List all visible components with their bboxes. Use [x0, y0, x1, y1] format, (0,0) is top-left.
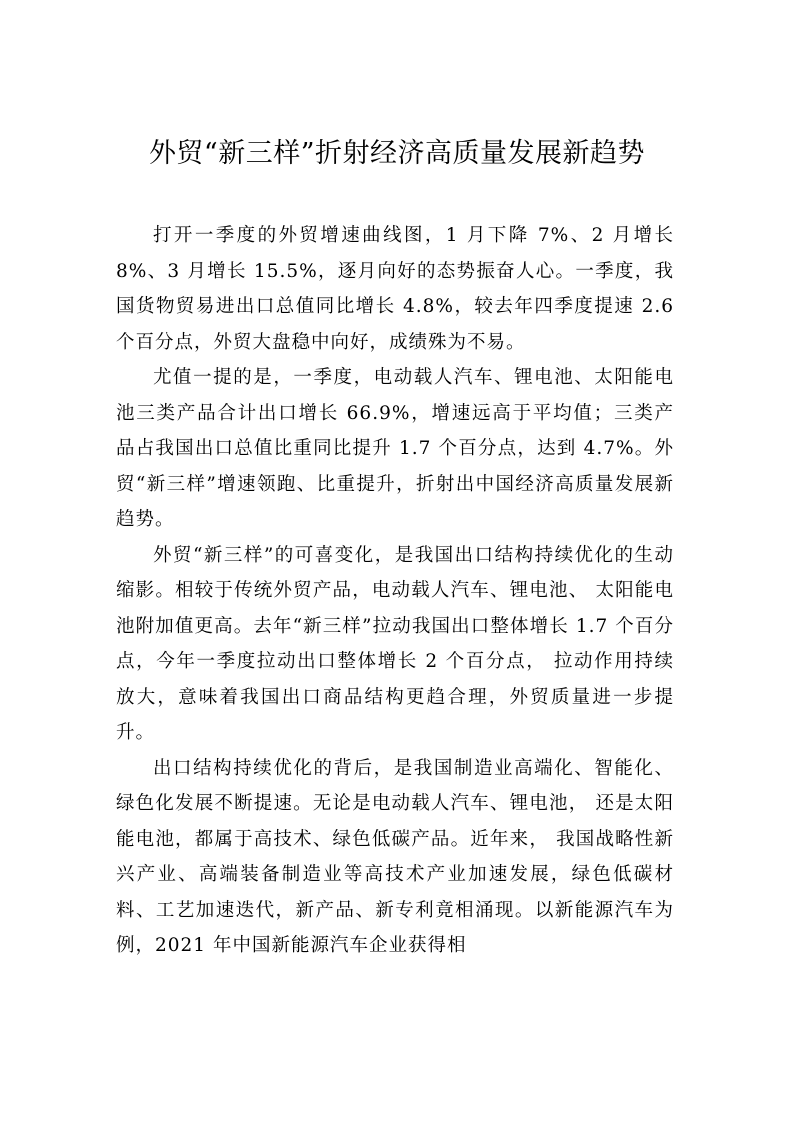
- paragraph-4: 出口结构持续优化的背后，是我国制造业高端化、智能化、绿色化发展不断提速。无论是电动载人汽车、锂电池， 还是太阳能电池，都属于高技术、绿色低碳产品。近年来， 我国战略性新兴产业、高端装备制造业等高技术产业加速发展，绿色低碳材料、工艺加速迭代，新产品、新专利竟相涌现。以新能源汽车为例，2021 年中国新能源汽车企业获得相: [116, 757, 674, 956]
- document-title: 外贸“新三样”折射经济高质量发展新趋势: [148, 138, 646, 169]
- paragraph-2: 尤值一提的是，一季度，电动载人汽车、锂电池、太阳能电池三类产品合计出口增长 66.9%，增速远高于平均值；三类产品占我国出口总值比重同比提升 1.7 个百分点，达到 4.7%。外贸“新三样”增速领跑、比重提升，折射出中国经济高质量发展新趋势。: [116, 367, 674, 530]
- paragraph-1: 打开一季度的外贸增速曲线图，1 月下降 7%、2 月增长 8%、3 月增长 15.5%，逐月向好的态势振奋人心。一季度，我国货物贸易进出口总值同比增长 4.8%，较去年四季度提速 2.6 个百分点，外贸大盘稳中向好，成绩殊为不易。: [116, 225, 674, 353]
- document-body: [116, 218, 674, 964]
- paragraph-3: 外贸“新三样”的可喜变化，是我国出口结构持续优化的生动缩影。相较于传统外贸产品，电动载人汽车、锂电池、 太阳能电池附加值更高。去年“新三样”拉动我国出口整体增长 1.7 个百分点，今年一季度拉动出口整体增长 2 个百分点， 拉动作用持续放大，意味着我国出口商品结构更趋合理，外贸质量进一步提升。: [116, 544, 674, 743]
